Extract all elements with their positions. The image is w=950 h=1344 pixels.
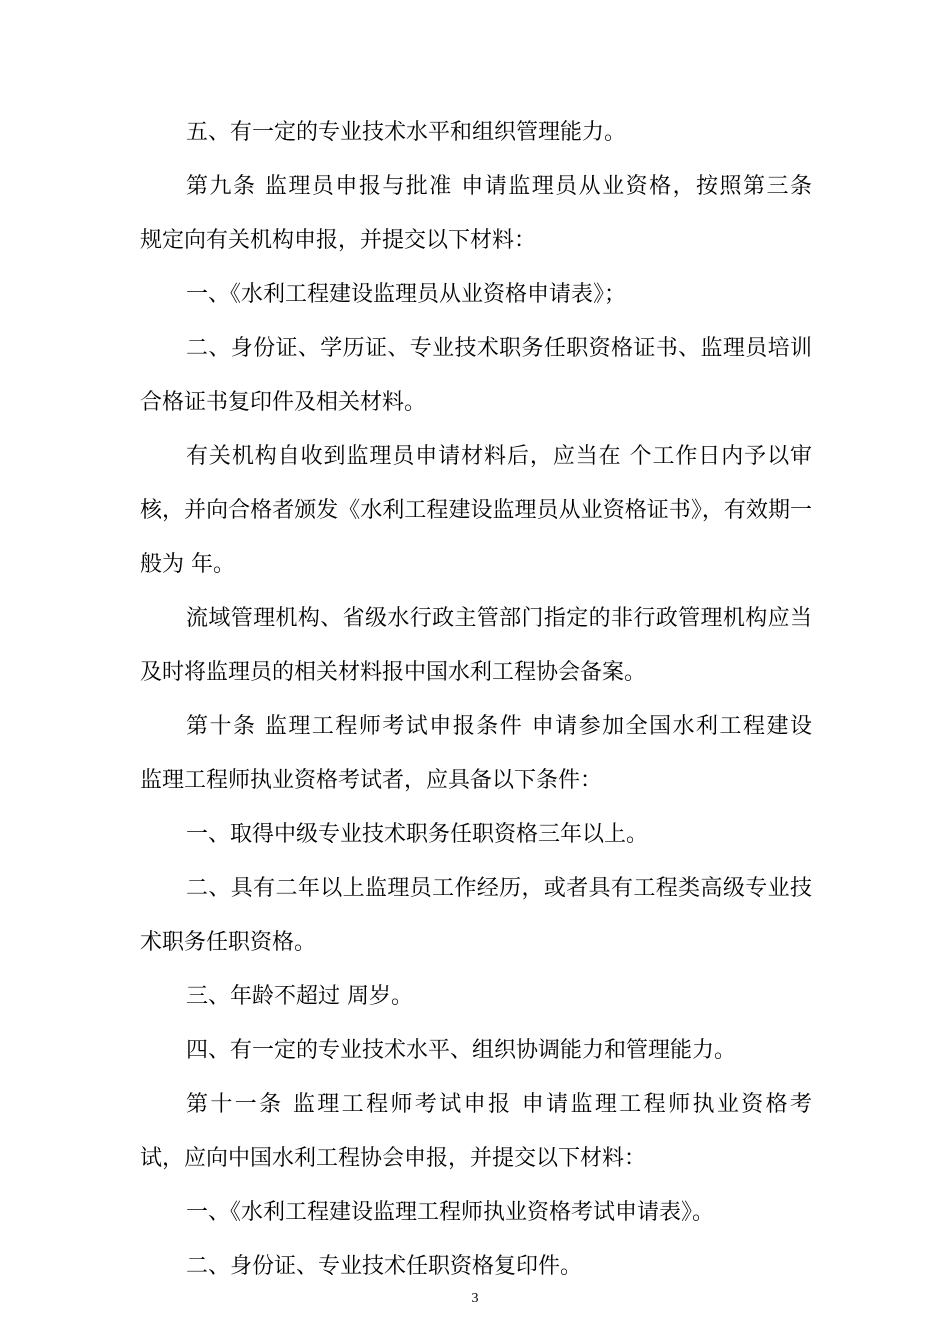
paragraph-line: 流域管理机构、省级水行政主管部门指定的非行政管理机构应当 (186, 606, 812, 631)
list-item-line: 一、《水利工程建设监理员从业资格申请表》； (186, 282, 627, 307)
list-item-line: 二、身份证、专业技术任职资格复印件。 (186, 1254, 583, 1279)
paragraph-line: 试，应向中国水利工程协会申报，并提交以下材料： (140, 1146, 647, 1171)
list-item-line: 二、身份证、学历证、专业技术职务任职资格证书、监理员培训 (186, 336, 812, 361)
paragraph-line: 规定向有关机构申报，并提交以下材料： (140, 228, 537, 253)
paragraph-line: 核，并向合格者颁发《水利工程建设监理员从业资格证书》，有效期一 (140, 498, 812, 523)
paragraph-line: 合格证书复印件及相关材料。 (140, 390, 427, 415)
paragraph-line: 监理工程师执业资格考试者，应具备以下条件： (140, 768, 603, 793)
paragraph-line: 及时将监理员的相关材料报中国水利工程协会备案。 (140, 660, 647, 685)
paragraph-line: 有关机构自收到监理员申请材料后，应当在 个工作日内予以审 (186, 444, 812, 469)
list-item-line: 四、有一定的专业技术水平、组织协调能力和管理能力。 (186, 1038, 737, 1063)
page-number: 3 (471, 1291, 479, 1306)
list-item-line: 二、具有二年以上监理员工作经历，或者具有工程类高级专业技 (186, 876, 812, 901)
list-item-line: 三、年龄不超过 周岁。 (186, 984, 413, 1009)
paragraph-line: 般为 年。 (140, 552, 235, 577)
list-item-line: 一、《水利工程建设监理工程师执业资格考试申请表》。 (186, 1200, 715, 1225)
article-11-heading-line: 第十一条 监理工程师考试申报 申请监理工程师执业资格考 (186, 1092, 812, 1117)
article-9-heading-line: 第九条 监理员申报与批准 申请监理员从业资格，按照第三条 (186, 174, 812, 199)
article-10-heading-line: 第十条 监理工程师考试申报条件 申请参加全国水利工程建设 (186, 714, 812, 739)
paragraph-line: 五、有一定的专业技术水平和组织管理能力。 (186, 120, 627, 145)
list-item-line: 一、取得中级专业技术职务任职资格三年以上。 (186, 822, 649, 847)
paragraph-line: 术职务任职资格。 (140, 930, 317, 955)
